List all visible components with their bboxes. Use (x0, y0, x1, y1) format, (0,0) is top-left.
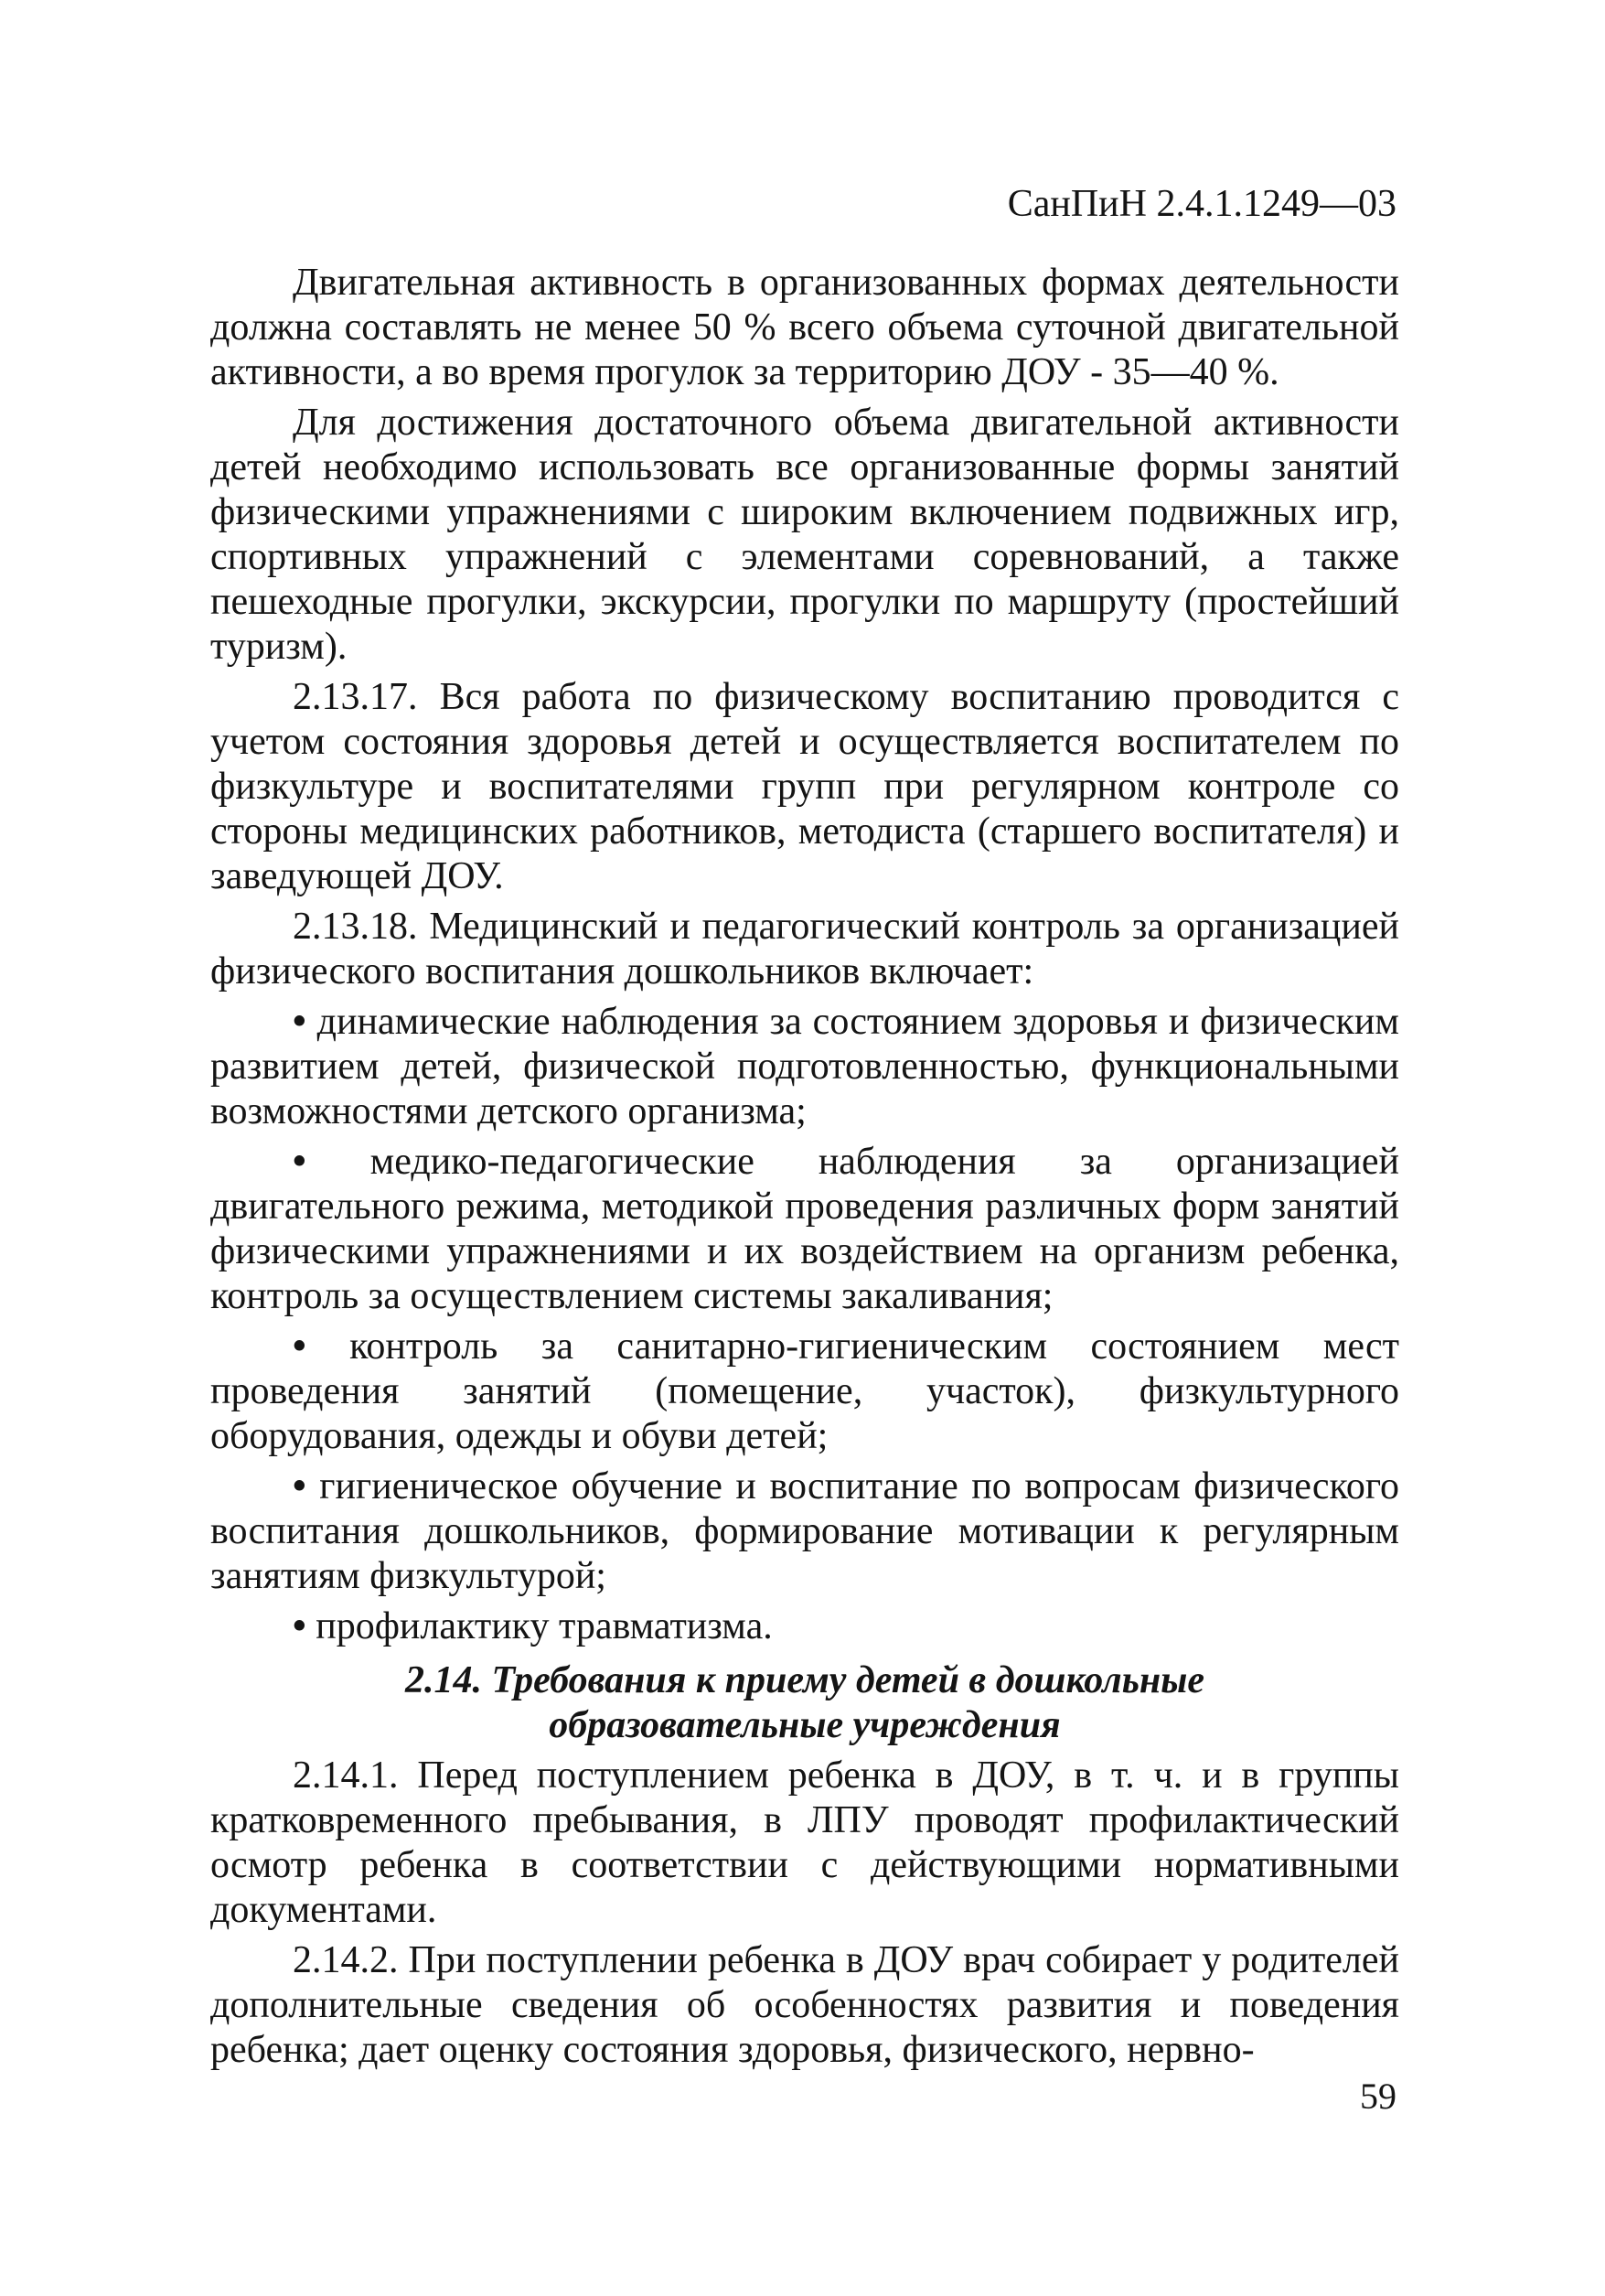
paragraph-2-13-17: 2.13.17. Вся работа по физическому воспитанию проводится с учетом состояния здоровья детей и осуществляется воспитателем по физкультуре и воспитателями групп при регулярном контроле со стороны медицинских работников, методиста (старшего воспитателя) и заведующей ДОУ. (210, 676, 1399, 897)
section-heading-line-1: 2.14. Требования к приему детей в дошкольные (404, 1659, 1205, 1701)
list-item (210, 1000, 1399, 1134)
paragraph-motor-activity-volume: Для достижения достаточного объема двигательной активности детей необходимо использовать все организованные формы занятий физическими упражнениями с широким включением подвижных игр, спортивных упражнений с элементами соревнований, а также пешеходные прогулки, экскурсии, прогулки по маршруту (простейший туризм). (210, 402, 1399, 668)
list-item-text: гигиеническое обучение и воспитание по вопросам физического воспитания дошкольников, формирование мотивации к регулярным занятиям физкультурой; (210, 1465, 1399, 1597)
bullet-icon: • (293, 1325, 306, 1368)
list-item-text: динамические наблюдения за состоянием здоровья и физическим развитием детей, физической подготовленностью, функциональными возможностями детского организма; (210, 1001, 1399, 1132)
section-heading-line-2: образовательные учреждения (549, 1704, 1061, 1746)
list-item-text: профилактику травматизма. (316, 1605, 773, 1647)
list-item-text: контроль за санитарно-гигиеническим состоянием мест проведения занятий (помещение, участок), физкультурного оборудования, одежды и обуви детей; (210, 1325, 1400, 1457)
running-header: СанПиН 2.4.1.1249—03 (1007, 183, 1396, 225)
paragraph-2-14-1: 2.14.1. Перед поступлением ребенка в ДОУ, в т. ч. и в группы кратковременного пребывания, в ЛПУ проводят профилактический осмотр ребенка в соответствии с действующими нормативными документами. (210, 1754, 1399, 1931)
page-number: 59 (1360, 2076, 1396, 2117)
list-item (210, 1465, 1399, 1599)
bullet-icon: • (293, 1001, 306, 1043)
bullet-icon: • (293, 1141, 306, 1183)
paragraph-motor-activity-share: Двигательная активность в организованных формах деятельности должна составлять не менее 50 % всего объема суточной двигательной активности, а во время прогулок за территорию ДОУ - 35—40 %. (210, 262, 1399, 393)
paragraph-2-14-2: 2.14.2. При поступлении ребенка в ДОУ врач собирает у родителей дополнительные сведения об особенностях развития и поведения ребенка; дает оценку состояния здоровья, физического, нервно- (210, 1939, 1399, 2071)
list-item (210, 1140, 1399, 1319)
body-text (210, 261, 1399, 2078)
bullet-icon: • (293, 1465, 306, 1507)
list-item (210, 1604, 1399, 1649)
bullet-icon: • (293, 1605, 306, 1647)
section-heading (210, 1658, 1399, 1748)
list-item (210, 1325, 1399, 1459)
control-list (210, 1000, 1399, 1649)
list-item-text: медико-педагогические наблюдения за организацией двигательного режима, методикой проведения различных форм занятий физическими упражнениями и их воздействием на организм ребенка, контроль за осуществлением системы закаливания; (210, 1141, 1399, 1317)
paragraph-2-13-18: 2.13.18. Медицинский и педагогический контроль за организацией физического воспитания дошкольников включает: (210, 906, 1399, 992)
